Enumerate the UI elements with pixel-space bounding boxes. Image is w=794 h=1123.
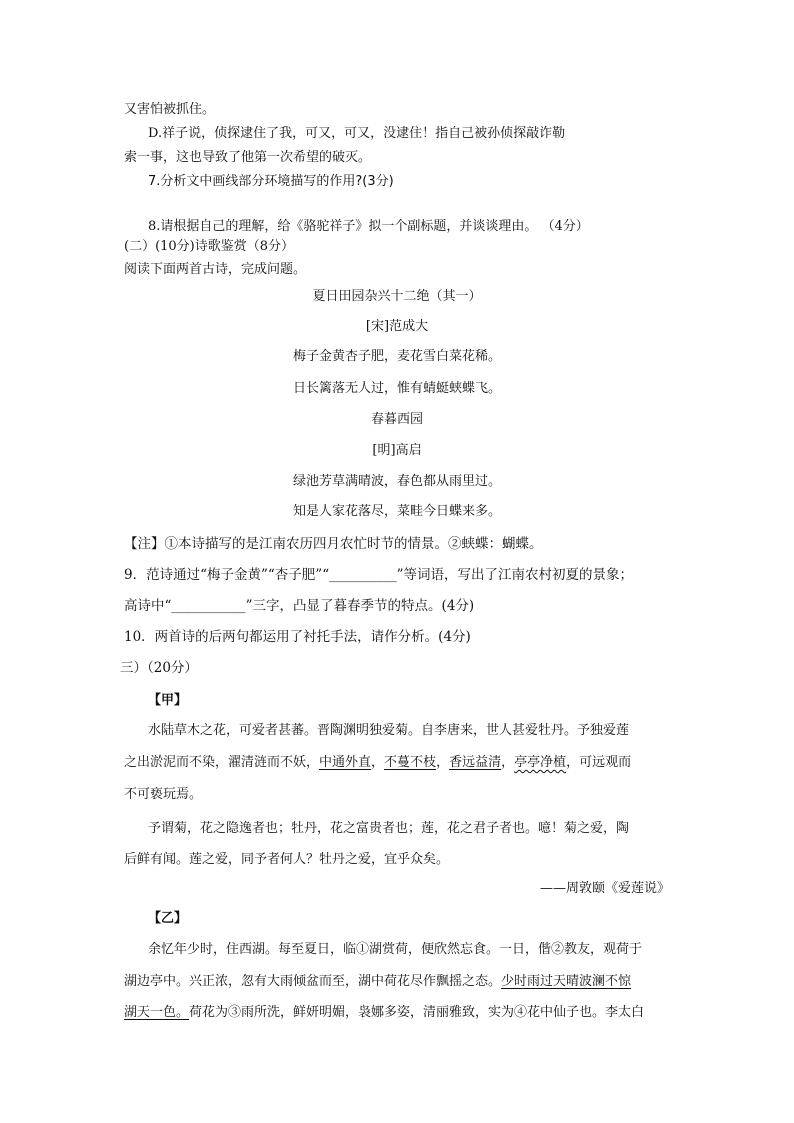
comma: ， <box>371 755 385 770</box>
underlined-phrase-2: 不蔓不枝 <box>384 755 437 770</box>
section-2-instruction: 阅读下面两首古诗，完成问题。 <box>124 262 307 277</box>
poem-1-title: 夏日田园杂兴十二绝（其一） <box>312 289 482 304</box>
question-6-option-d-line1: D.祥子说，侦探逮住了我，可又，可又，没逮住！指自己被孙侦探敲诈勒 <box>148 126 566 141</box>
question-9-line2: 高诗中“___________”三字，凸显了暮春季节的特点。(4分) <box>124 598 475 614</box>
passage-yi-line2-start: 湖边亭中。兴正浓，忽有大雨倾盆而至，湖中荷花尽作飘摇之态。 <box>124 974 502 989</box>
passage-jia-p2-line2: 后鲜有闻。莲之爱，同予者何人？牡丹之爱，宜乎众矣。 <box>124 852 450 867</box>
poem-2-line-1: 绿池芳草满晴波，春色都从雨里过。 <box>292 474 501 489</box>
underlined-phrase-3: 香远益清 <box>449 755 502 770</box>
question-7: 7.分析文中画线部分环境描写的作用?(3分) <box>148 174 394 189</box>
poem-1-line-2: 日长篱落无人过，惟有蜻蜓蛱蝶飞。 <box>292 381 501 396</box>
poem-note: 【注】①本诗描写的是江南农历四月农忙时节的情景。②蛱蝶：蝴蝶。 <box>124 536 543 552</box>
passage-jia-line2-start: 之出淤泥而不染，濯清涟而不妖， <box>124 755 320 770</box>
underlined-phrase-1: 中通外直 <box>319 755 372 770</box>
question-10: 10．两首诗的后两句都运用了衬托手法，请作分析。(4分) <box>124 629 471 645</box>
poem-1-line-1: 梅子金黄杏子肥，麦花雪白菜花稀。 <box>292 349 501 364</box>
passage-jia-label: 【甲】 <box>148 693 188 708</box>
passage-jia-line2 <box>124 754 631 772</box>
underlined-sentence-part1: 少时雨过天晴波澜不惊 <box>501 974 632 989</box>
wavy-underlined-phrase: 亭亭净植 <box>514 755 567 770</box>
question-8: 8.请根据自己的理解，给《骆驼祥子》拟一个副标题，并谈谈理由。 （4分） <box>148 219 589 234</box>
passage-yi-line2 <box>124 973 631 991</box>
underlined-sentence-part2: 湖天一色。 <box>124 1005 190 1020</box>
poem-2-author: [明]高启 <box>372 443 422 458</box>
passage-jia-source: ——周敦颐《爱莲说》 <box>539 881 670 896</box>
question-9-line1: 9．范诗通过“梅子金黄”“杏子肥”“__________”等词语，写出了江南农村初夏的景象； <box>124 567 633 583</box>
question-6-continuation: 又害怕被抓住。 <box>124 102 216 117</box>
passage-yi-line3-end: 荷花为③雨所洗，鲜妍明媚，袅娜多姿，清丽雅致，实为④花中仙子也。李太白 <box>189 1005 645 1020</box>
comma: ， <box>501 755 515 770</box>
poem-1-author: [宋]范成大 <box>365 319 429 334</box>
section-3-header: 三）（20分） <box>120 660 198 676</box>
section-2-header: (二）(10分)诗歌鉴赏（8分） <box>124 239 295 254</box>
passage-yi-line1: 余忆年少时，住西湖。每至夏日，临①湖赏荷，便欣然忘食。一日，偕②教友，观荷于 <box>148 942 643 957</box>
passage-jia-line1: 水陆草木之花，可爱者甚蕃。晋陶渊明独爱菊。自李唐来，世人甚爱牡丹。予独爱莲 <box>148 723 630 738</box>
passage-jia-p2-line1: 予谓菊，花之隐逸者也；牡丹，花之富贵者也；莲，花之君子者也。噫！菊之爱，陶 <box>148 821 630 836</box>
poem-2-line-2: 知是人家花落尽，菜畦今日蝶来多。 <box>292 504 501 519</box>
poem-2-title: 春暮西园 <box>370 412 423 427</box>
question-6-option-d-line2: 索一事，这也导致了他第一次希望的破灭。 <box>124 150 372 165</box>
passage-jia-line3: 不可亵玩焉。 <box>124 787 203 802</box>
passage-yi-label: 【乙】 <box>148 911 188 926</box>
comma: ， <box>436 755 450 770</box>
passage-yi-line3 <box>124 1004 644 1022</box>
passage-jia-line2-end: ，可远观而 <box>566 755 632 770</box>
